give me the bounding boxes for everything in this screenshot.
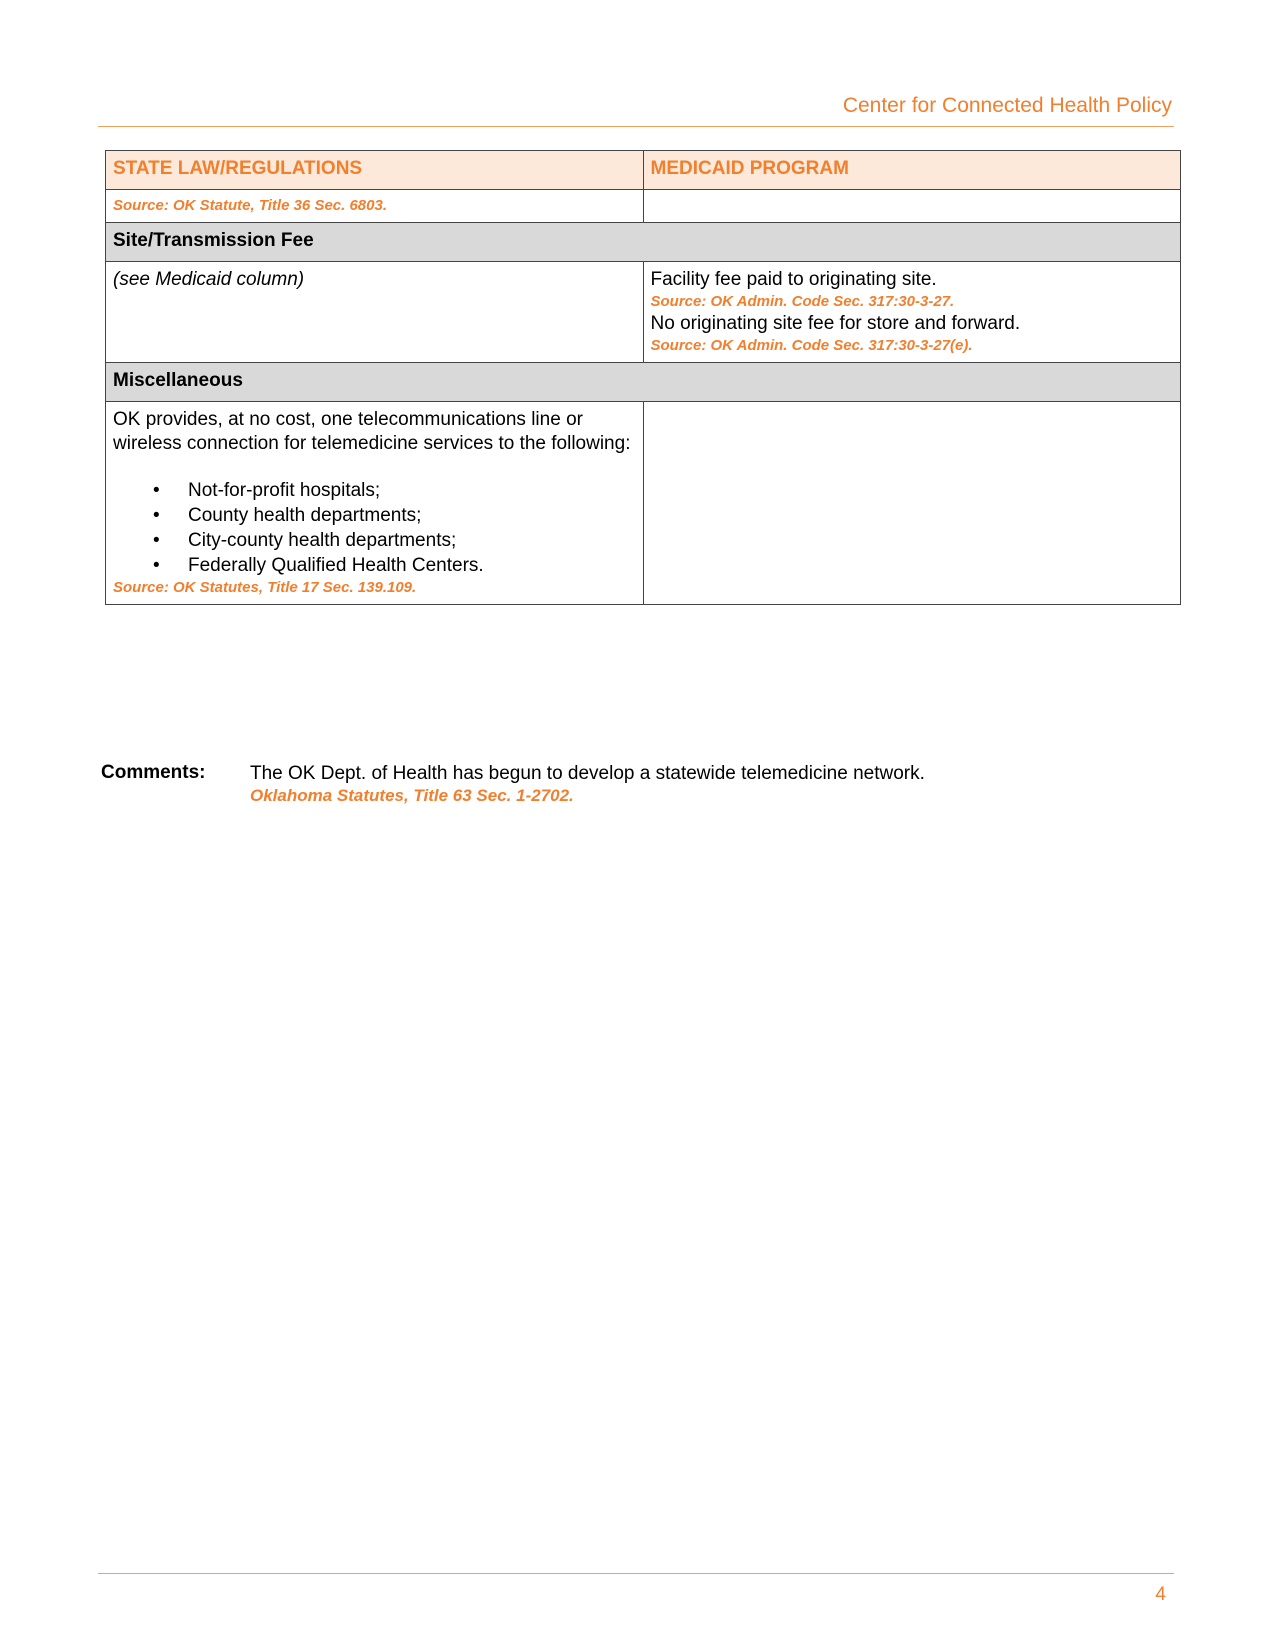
cell-text: No originating site fee for store and forward. bbox=[650, 313, 1021, 334]
column-header-medicaid: MEDICAID PROGRAM bbox=[643, 151, 1181, 190]
page-number: 4 bbox=[1155, 1584, 1166, 1605]
list-item bbox=[153, 478, 636, 503]
comments-source: Oklahoma Statutes, Title 63 Sec. 1-2702. bbox=[250, 786, 574, 805]
medicaid-cell bbox=[643, 402, 1181, 605]
bullet-icon: • bbox=[153, 530, 160, 551]
list-item-text: Federally Qualified Health Centers. bbox=[188, 555, 484, 576]
page-footer bbox=[98, 1573, 1174, 1605]
cell-text: Facility fee paid to originating site. bbox=[650, 269, 937, 290]
table-header-row bbox=[106, 151, 1181, 190]
section-heading: Miscellaneous bbox=[106, 363, 1181, 402]
list-item bbox=[153, 553, 636, 578]
comments-text: The OK Dept. of Health has begun to develop a statewide telemedicine network. bbox=[250, 763, 925, 784]
table-row bbox=[106, 190, 1181, 223]
table-row bbox=[106, 402, 1181, 605]
section-row-miscellaneous bbox=[106, 363, 1181, 402]
state-law-cell bbox=[106, 190, 644, 223]
cell-text: (see Medicaid column) bbox=[113, 269, 305, 290]
source-citation: Source: OK Admin. Code Sec. 317:30-3-27. bbox=[650, 293, 955, 310]
source-citation: Source: OK Statutes, Title 17 Sec. 139.109. bbox=[113, 579, 417, 596]
header-title: Center for Connected Health Policy bbox=[842, 94, 1172, 117]
list-item-text: Not-for-profit hospitals; bbox=[188, 480, 381, 501]
policy-table bbox=[105, 150, 1181, 605]
list-item bbox=[153, 503, 636, 528]
section-row-site-fee bbox=[106, 223, 1181, 262]
bullet-icon: • bbox=[153, 505, 160, 526]
table-row bbox=[106, 262, 1181, 363]
list-item bbox=[153, 528, 636, 553]
comments-body bbox=[250, 762, 1150, 807]
state-law-cell bbox=[106, 402, 644, 605]
medicaid-cell bbox=[643, 262, 1181, 363]
list-item-text: County health departments; bbox=[188, 505, 422, 526]
list-item-text: City-county health departments; bbox=[188, 530, 457, 551]
column-header-state-law: STATE LAW/REGULATIONS bbox=[106, 151, 644, 190]
source-citation: Source: OK Statute, Title 36 Sec. 6803. bbox=[113, 197, 387, 214]
medicaid-cell bbox=[643, 190, 1181, 223]
cell-text: OK provides, at no cost, one telecommunications line or wireless connection for telemedicine services to the following: bbox=[113, 409, 631, 454]
state-law-cell bbox=[106, 262, 644, 363]
page-header bbox=[98, 92, 1174, 127]
bullet-icon: • bbox=[153, 480, 160, 501]
section-heading: Site/Transmission Fee bbox=[106, 223, 1181, 262]
bullet-list bbox=[113, 478, 636, 578]
bullet-icon: • bbox=[153, 555, 160, 576]
source-citation: Source: OK Admin. Code Sec. 317:30-3-27(e). bbox=[650, 337, 973, 354]
comments-label: Comments: bbox=[101, 762, 206, 783]
